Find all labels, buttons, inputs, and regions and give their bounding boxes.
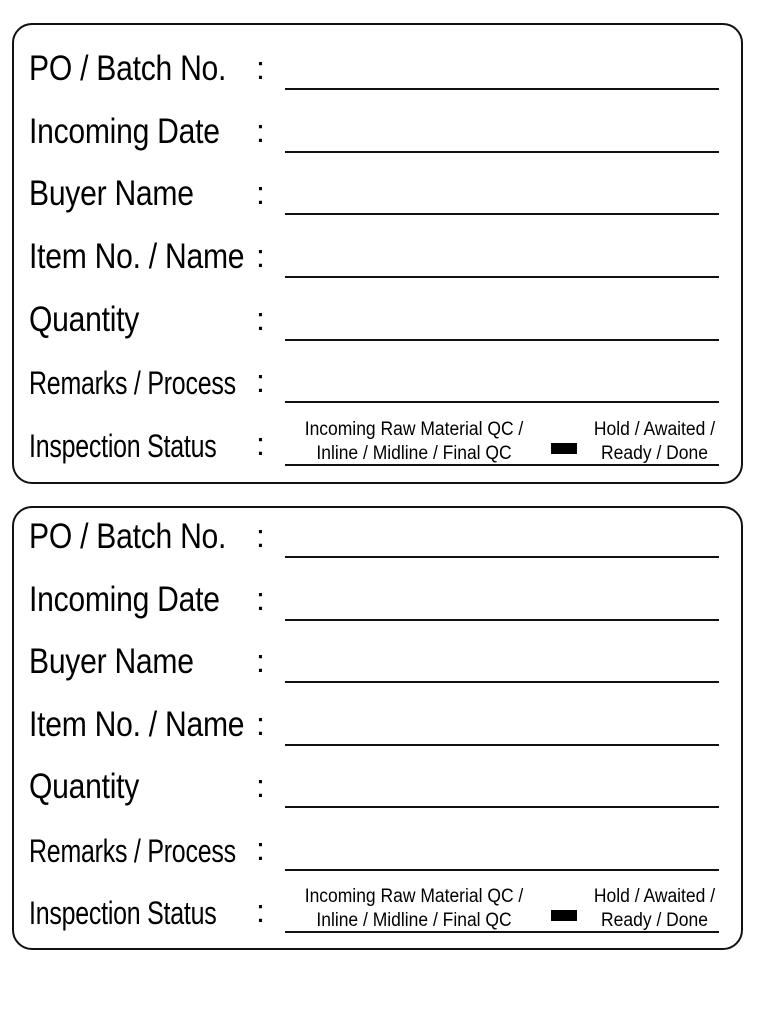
status-line-1: Hold / Awaited / bbox=[593, 419, 716, 440]
remarks-process-blank-line bbox=[285, 869, 719, 871]
status-options bbox=[588, 418, 721, 466]
quantity-row bbox=[14, 758, 741, 808]
field-colon: : bbox=[256, 301, 265, 337]
item-name-blank-line bbox=[285, 744, 719, 746]
field-colon: : bbox=[256, 768, 265, 804]
po-batch-label: PO / Batch No. bbox=[29, 49, 227, 88]
field-colon: : bbox=[256, 363, 265, 399]
remarks-process-row bbox=[14, 353, 741, 403]
quantity-row bbox=[14, 291, 741, 341]
status-line-2: Ready / Done bbox=[601, 443, 708, 464]
status-options bbox=[588, 885, 721, 933]
po-batch-row bbox=[14, 508, 741, 558]
qc-stage-line-1: Incoming Raw Material QC / bbox=[304, 419, 524, 440]
quantity-label: Quantity bbox=[29, 767, 140, 806]
field-colon: : bbox=[256, 581, 265, 617]
po-batch-label: PO / Batch No. bbox=[29, 517, 227, 556]
field-colon: : bbox=[256, 831, 265, 867]
buyer-name-row bbox=[14, 633, 741, 683]
incoming-date-label: Incoming Date bbox=[29, 112, 220, 151]
field-colon: : bbox=[256, 113, 265, 149]
item-name-label: Item No. / Name bbox=[29, 705, 245, 744]
remarks-process-label: Remarks / Process bbox=[29, 833, 236, 869]
buyer-name-blank-line bbox=[285, 213, 719, 215]
inspection-status-line bbox=[285, 931, 719, 933]
status-line-2: Ready / Done bbox=[601, 910, 708, 931]
remarks-process-blank-line bbox=[285, 401, 719, 403]
buyer-name-label: Buyer Name bbox=[29, 174, 194, 213]
po-batch-blank-line bbox=[285, 88, 719, 90]
incoming-date-row bbox=[14, 571, 741, 621]
field-colon: : bbox=[256, 518, 265, 554]
quantity-blank-line bbox=[285, 339, 719, 341]
buyer-name-label: Buyer Name bbox=[29, 642, 194, 681]
status-line-1: Hold / Awaited / bbox=[593, 886, 716, 907]
qc-stage-line-2: Inline / Midline / Final QC bbox=[316, 443, 512, 464]
dash-separator bbox=[551, 910, 577, 921]
qc-label-card-1 bbox=[12, 23, 743, 484]
qc-stage-line-2: Inline / Midline / Final QC bbox=[316, 910, 512, 931]
field-colon: : bbox=[256, 238, 265, 274]
field-colon: : bbox=[256, 706, 265, 742]
inspection-status-line bbox=[285, 464, 719, 466]
item-name-row bbox=[14, 696, 741, 746]
incoming-date-label: Incoming Date bbox=[29, 580, 220, 619]
field-colon: : bbox=[256, 643, 265, 679]
po-batch-blank-line bbox=[285, 556, 719, 558]
incoming-date-row bbox=[14, 103, 741, 153]
remarks-process-label: Remarks / Process bbox=[29, 365, 236, 401]
quantity-blank-line bbox=[285, 806, 719, 808]
inspection-status-label: Inspection Status bbox=[29, 895, 217, 931]
qc-stage-line-1: Incoming Raw Material QC / bbox=[304, 886, 524, 907]
item-name-label: Item No. / Name bbox=[29, 237, 245, 276]
incoming-date-blank-line bbox=[285, 619, 719, 621]
field-colon: : bbox=[256, 893, 265, 929]
field-colon: : bbox=[256, 426, 265, 462]
field-colon: : bbox=[256, 175, 265, 211]
item-name-blank-line bbox=[285, 276, 719, 278]
remarks-process-row bbox=[14, 821, 741, 871]
quantity-label: Quantity bbox=[29, 300, 140, 339]
po-batch-row bbox=[14, 40, 741, 90]
field-colon: : bbox=[256, 50, 265, 86]
inspection-status-row bbox=[14, 416, 741, 466]
qc-stage-options bbox=[295, 418, 532, 466]
incoming-date-blank-line bbox=[285, 151, 719, 153]
buyer-name-row bbox=[14, 165, 741, 215]
inspection-status-row bbox=[14, 883, 741, 933]
buyer-name-blank-line bbox=[285, 681, 719, 683]
item-name-row bbox=[14, 228, 741, 278]
inspection-status-label: Inspection Status bbox=[29, 428, 217, 464]
qc-stage-options bbox=[295, 885, 532, 933]
dash-separator bbox=[551, 443, 577, 454]
qc-label-card-2 bbox=[12, 506, 743, 950]
